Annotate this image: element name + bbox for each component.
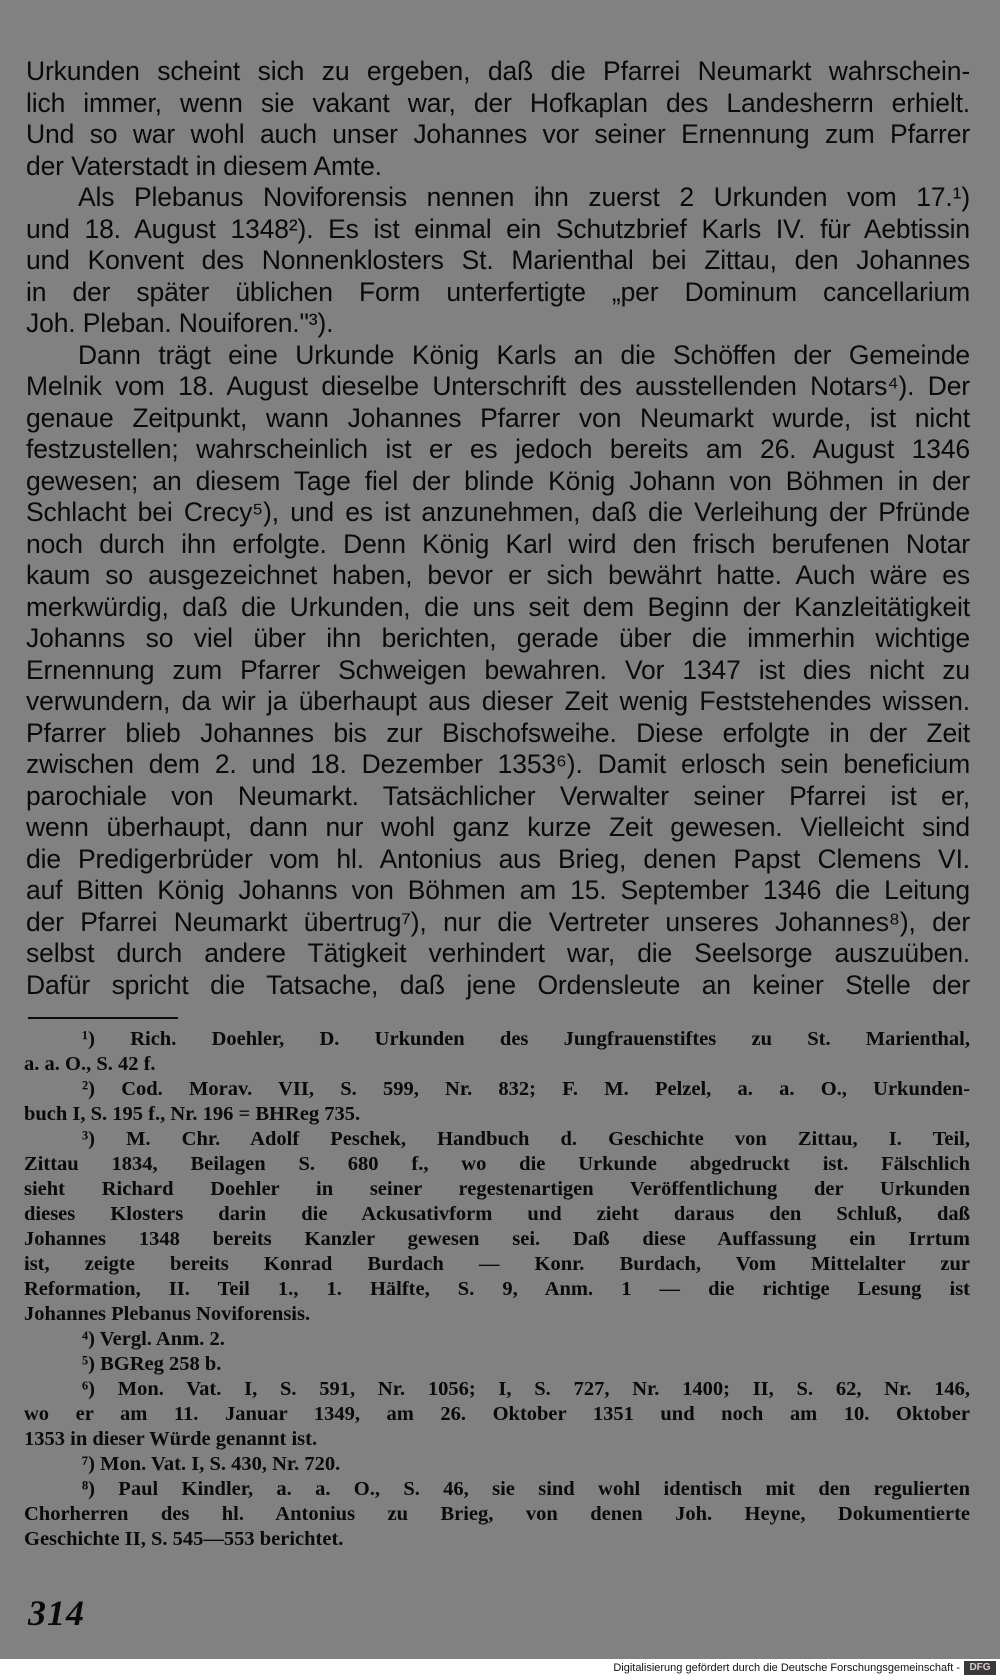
body-line: verwundern, da wir ja überhaupt aus dieser Zeit wenig Feststehendes wissen. (26, 686, 970, 716)
body-line: parochiale von Neumarkt. Tatsächlicher Verwalter seiner Pfarrei ist er, (26, 780, 970, 811)
body-text (26, 56, 970, 1001)
body-line: kaum so ausgezeichnet haben, bevor er sich bewährt hatte. Auch wäre es (26, 560, 970, 590)
footnote-line: ¹) Rich. Doehler, D. Urkunden des Jungfrauenstiftes zu St. Marienthal, (82, 1028, 970, 1050)
footnote-line: ⁶) Mon. Vat. I, S. 591, Nr. 1056; I, S. 727, Nr. 1400; II, S. 62, Nr. 146, (82, 1378, 970, 1400)
body-line: Joh. Pleban. Nouiforen."³). (26, 308, 334, 338)
body-line: genaue Zeitpunkt, wann Johannes Pfarrer von Neumarkt wurde, ist nicht (26, 402, 970, 433)
footnote-line: ⁸) Paul Kindler, a. a. O., S. 46, sie sind wohl identisch mit den regulierten (82, 1478, 970, 1500)
footnote-line: Geschichte II, S. 545—553 berichtet. (24, 1528, 344, 1550)
body-line: zwischen dem 2. und 18. Dezember 1353⁶). Damit erlosch sein beneficium (26, 749, 970, 779)
body-line: gewesen; an diesem Tage fiel der blinde König Johann von Böhmen in der (26, 465, 970, 496)
footer-credit: Digitalisierung gefördert durch die Deutsche Forschungsgemeinschaft - (613, 1662, 960, 1674)
body-line: Und so war wohl auch unser Johannes vor seiner Ernennung zum Pfarrer (26, 119, 970, 149)
footnote-line: Johannes 1348 bereits Kanzler gewesen sei. Daß diese Auffassung ein Irrtum (24, 1228, 970, 1250)
body-line: Schlacht bei Crecy⁵), und es ist anzunehmen, daß die Verleihung der Pfründe (26, 497, 970, 527)
footnote-line: Reformation, II. Teil 1., 1. Hälfte, S. 9, Anm. 1 — die richtige Lesung ist (24, 1278, 970, 1300)
footnote-line: ⁷) Mon. Vat. I, S. 430, Nr. 720. (82, 1453, 341, 1475)
body-line: Johanns so viel über ihn berichten, gerade über die immerhin wichtige (26, 623, 970, 653)
footnote-line: Chorherren des hl. Antonius zu Brieg, von denen Joh. Heyne, Dokumentierte (24, 1503, 970, 1525)
body-line: Urkunden scheint sich zu ergeben, daß die Pfarrei Neumarkt wahrschein- (26, 56, 970, 86)
body-line: Melnik vom 18. August dieselbe Unterschrift des ausstellenden Notars⁴). Der (26, 371, 970, 401)
body-line: Pfarrer blieb Johannes bis zur Bischofsweihe. Diese erfolgte in der Zeit (26, 717, 970, 748)
body-line: und Konvent des Nonnenklosters St. Marienthal bei Zittau, den Johannes (26, 245, 970, 275)
footnote-line: ⁴) Vergl. Anm. 2. (82, 1328, 225, 1350)
body-line: Dafür spricht die Tatsache, daß jene Ordensleute an keiner Stelle der (26, 969, 970, 1000)
body-line: noch durch ihn erfolgte. Denn König Karl wird den frisch berufenen Notar (26, 528, 970, 559)
footnote-line: ⁵) BGReg 258 b. (82, 1353, 222, 1375)
footnote-line: ²) Cod. Morav. VII, S. 599, Nr. 832; F. M. Pelzel, a. a. O., Urkunden- (82, 1078, 970, 1100)
body-line: merkwürdig, daß die Urkunden, die uns seit dem Beginn der Kanzleitätigkeit (26, 591, 970, 622)
footer-bar (0, 1659, 1000, 1679)
page-number: 314 (28, 1593, 85, 1633)
footnote-line: Zittau 1834, Beilagen S. 680 f., wo die Urkunde abgedruckt ist. Fälschlich (24, 1153, 970, 1175)
body-line: die Predigerbrüder vom hl. Antonius aus Brieg, denen Papst Clemens VI. (26, 843, 970, 874)
footnotes (24, 1027, 970, 1552)
body-line: auf Bitten König Johanns von Böhmen am 15. September 1346 die Leitung (26, 875, 970, 905)
footnote-separator (28, 1017, 178, 1019)
footnote-line: sieht Richard Doehler in seiner regestenartigen Veröffentlichung der Urkunden (24, 1178, 970, 1200)
body-line: lich immer, wenn sie vakant war, der Hofkaplan des Landesherrn erhielt. (26, 87, 970, 118)
footnote-line: dieses Klosters darin die Ackusativform und zieht daraus den Schluß, daß (24, 1203, 970, 1225)
body-line: und 18. August 1348²). Es ist einmal ein Schutzbrief Karls IV. für Aebtissin (26, 213, 970, 244)
body-line: in der später üblichen Form unterfertigte „per Dominum cancellarium (26, 276, 970, 307)
footnote-line: wo er am 11. Januar 1349, am 26. Oktober 1351 und noch am 10. Oktober (24, 1403, 970, 1425)
body-line: Ernennung zum Pfarrer Schweigen bewahren. Vor 1347 ist dies nicht zu (26, 654, 970, 685)
body-line: der Vaterstadt in diesem Amte. (26, 150, 382, 181)
body-line: Dann trägt eine Urkunde König Karls an die Schöffen der Gemeinde (78, 339, 970, 370)
dfg-logo: DFG (964, 1661, 996, 1675)
body-line: der Pfarrei Neumarkt übertrug⁷), nur die Vertreter unseres Johannes⁸), der (26, 906, 970, 937)
footnote-line: Johannes Plebanus Noviforensis. (24, 1303, 311, 1325)
body-line: festzustellen; wahrscheinlich ist er es jedoch bereits am 26. August 1346 (26, 434, 970, 464)
body-line: selbst durch andere Tätigkeit verhindert war, die Seelsorge auszuüben. (26, 938, 970, 968)
footnote-line: a. a. O., S. 42 f. (24, 1053, 156, 1075)
footnote-line: ist, zeigte bereits Konrad Burdach — Konr. Burdach, Vom Mittelalter zur (24, 1253, 970, 1275)
body-line: Als Plebanus Noviforensis nennen ihn zuerst 2 Urkunden vom 17.¹) (78, 182, 970, 212)
body-line: wenn überhaupt, dann nur wohl ganz kurze Zeit gewesen. Vielleicht sind (26, 812, 970, 842)
footnote-line: 1353 in dieser Würde genannt ist. (24, 1428, 318, 1450)
footnote-line: buch I, S. 195 f., Nr. 196 = BHReg 735. (24, 1103, 361, 1125)
footnote-line: ³) M. Chr. Adolf Peschek, Handbuch d. Geschichte von Zittau, I. Teil, (82, 1128, 970, 1150)
